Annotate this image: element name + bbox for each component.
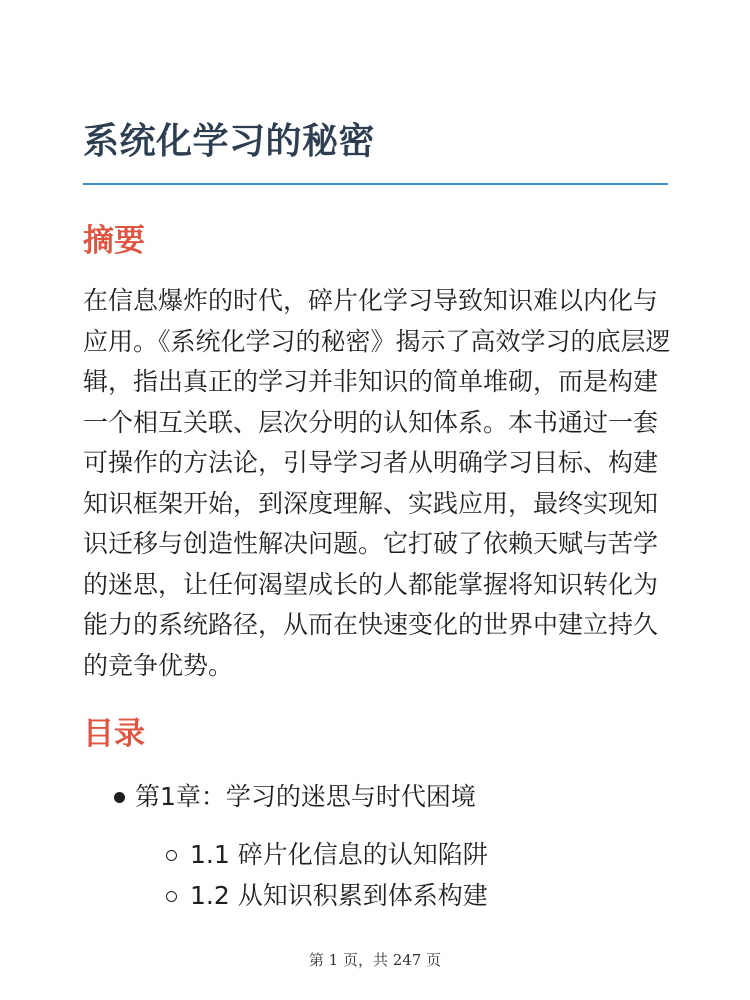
- toc-section-1-2-label: 1.2 从知识积累到体系构建: [190, 881, 488, 910]
- page-number-footer: 第 1 页，共 247 页: [308, 951, 442, 969]
- toc-section-1-1: [190, 837, 488, 873]
- bullet-dot-icon: [114, 792, 125, 803]
- summary-heading: 摘要: [83, 223, 145, 259]
- toc-section-1-1-label: 1.1 碎片化信息的认知陷阱: [190, 840, 488, 869]
- document-title: 系统化学习的秘密: [83, 121, 376, 162]
- document-page: [83, 0, 671, 1000]
- summary-paragraph: 在信息爆炸的时代，碎片化学习导致知识难以内化与应用。《系统化学习的秘密》揭示了高效学习的底层逻辑，指出真正的学习并非知识的简单堆砌，而是构建一个相互关联、层次分明的认知体系。本书通过一套可操作的方法论，引导学习者从明确学习目标、构建知识框架开始，到深度理解、实践应用，最终实现知识迁移与创造性解决问题。它打破了依赖天赋与苦学的迷思，让任何渴望成长的人都能掌握将知识转化为能力的系统路径，从而在快速变化的世界中建立持久的竞争优势。: [83, 286, 671, 680]
- toc-section-1-2: [190, 878, 488, 914]
- toc-chapter-1: [135, 779, 476, 815]
- toc-chapter-1-label: 第1章：学习的迷思与时代困境: [135, 782, 476, 811]
- bullet-circle-icon: [166, 891, 177, 902]
- bullet-circle-icon: [166, 850, 177, 861]
- title-divider: [83, 183, 668, 185]
- toc-heading: 目录: [83, 716, 145, 752]
